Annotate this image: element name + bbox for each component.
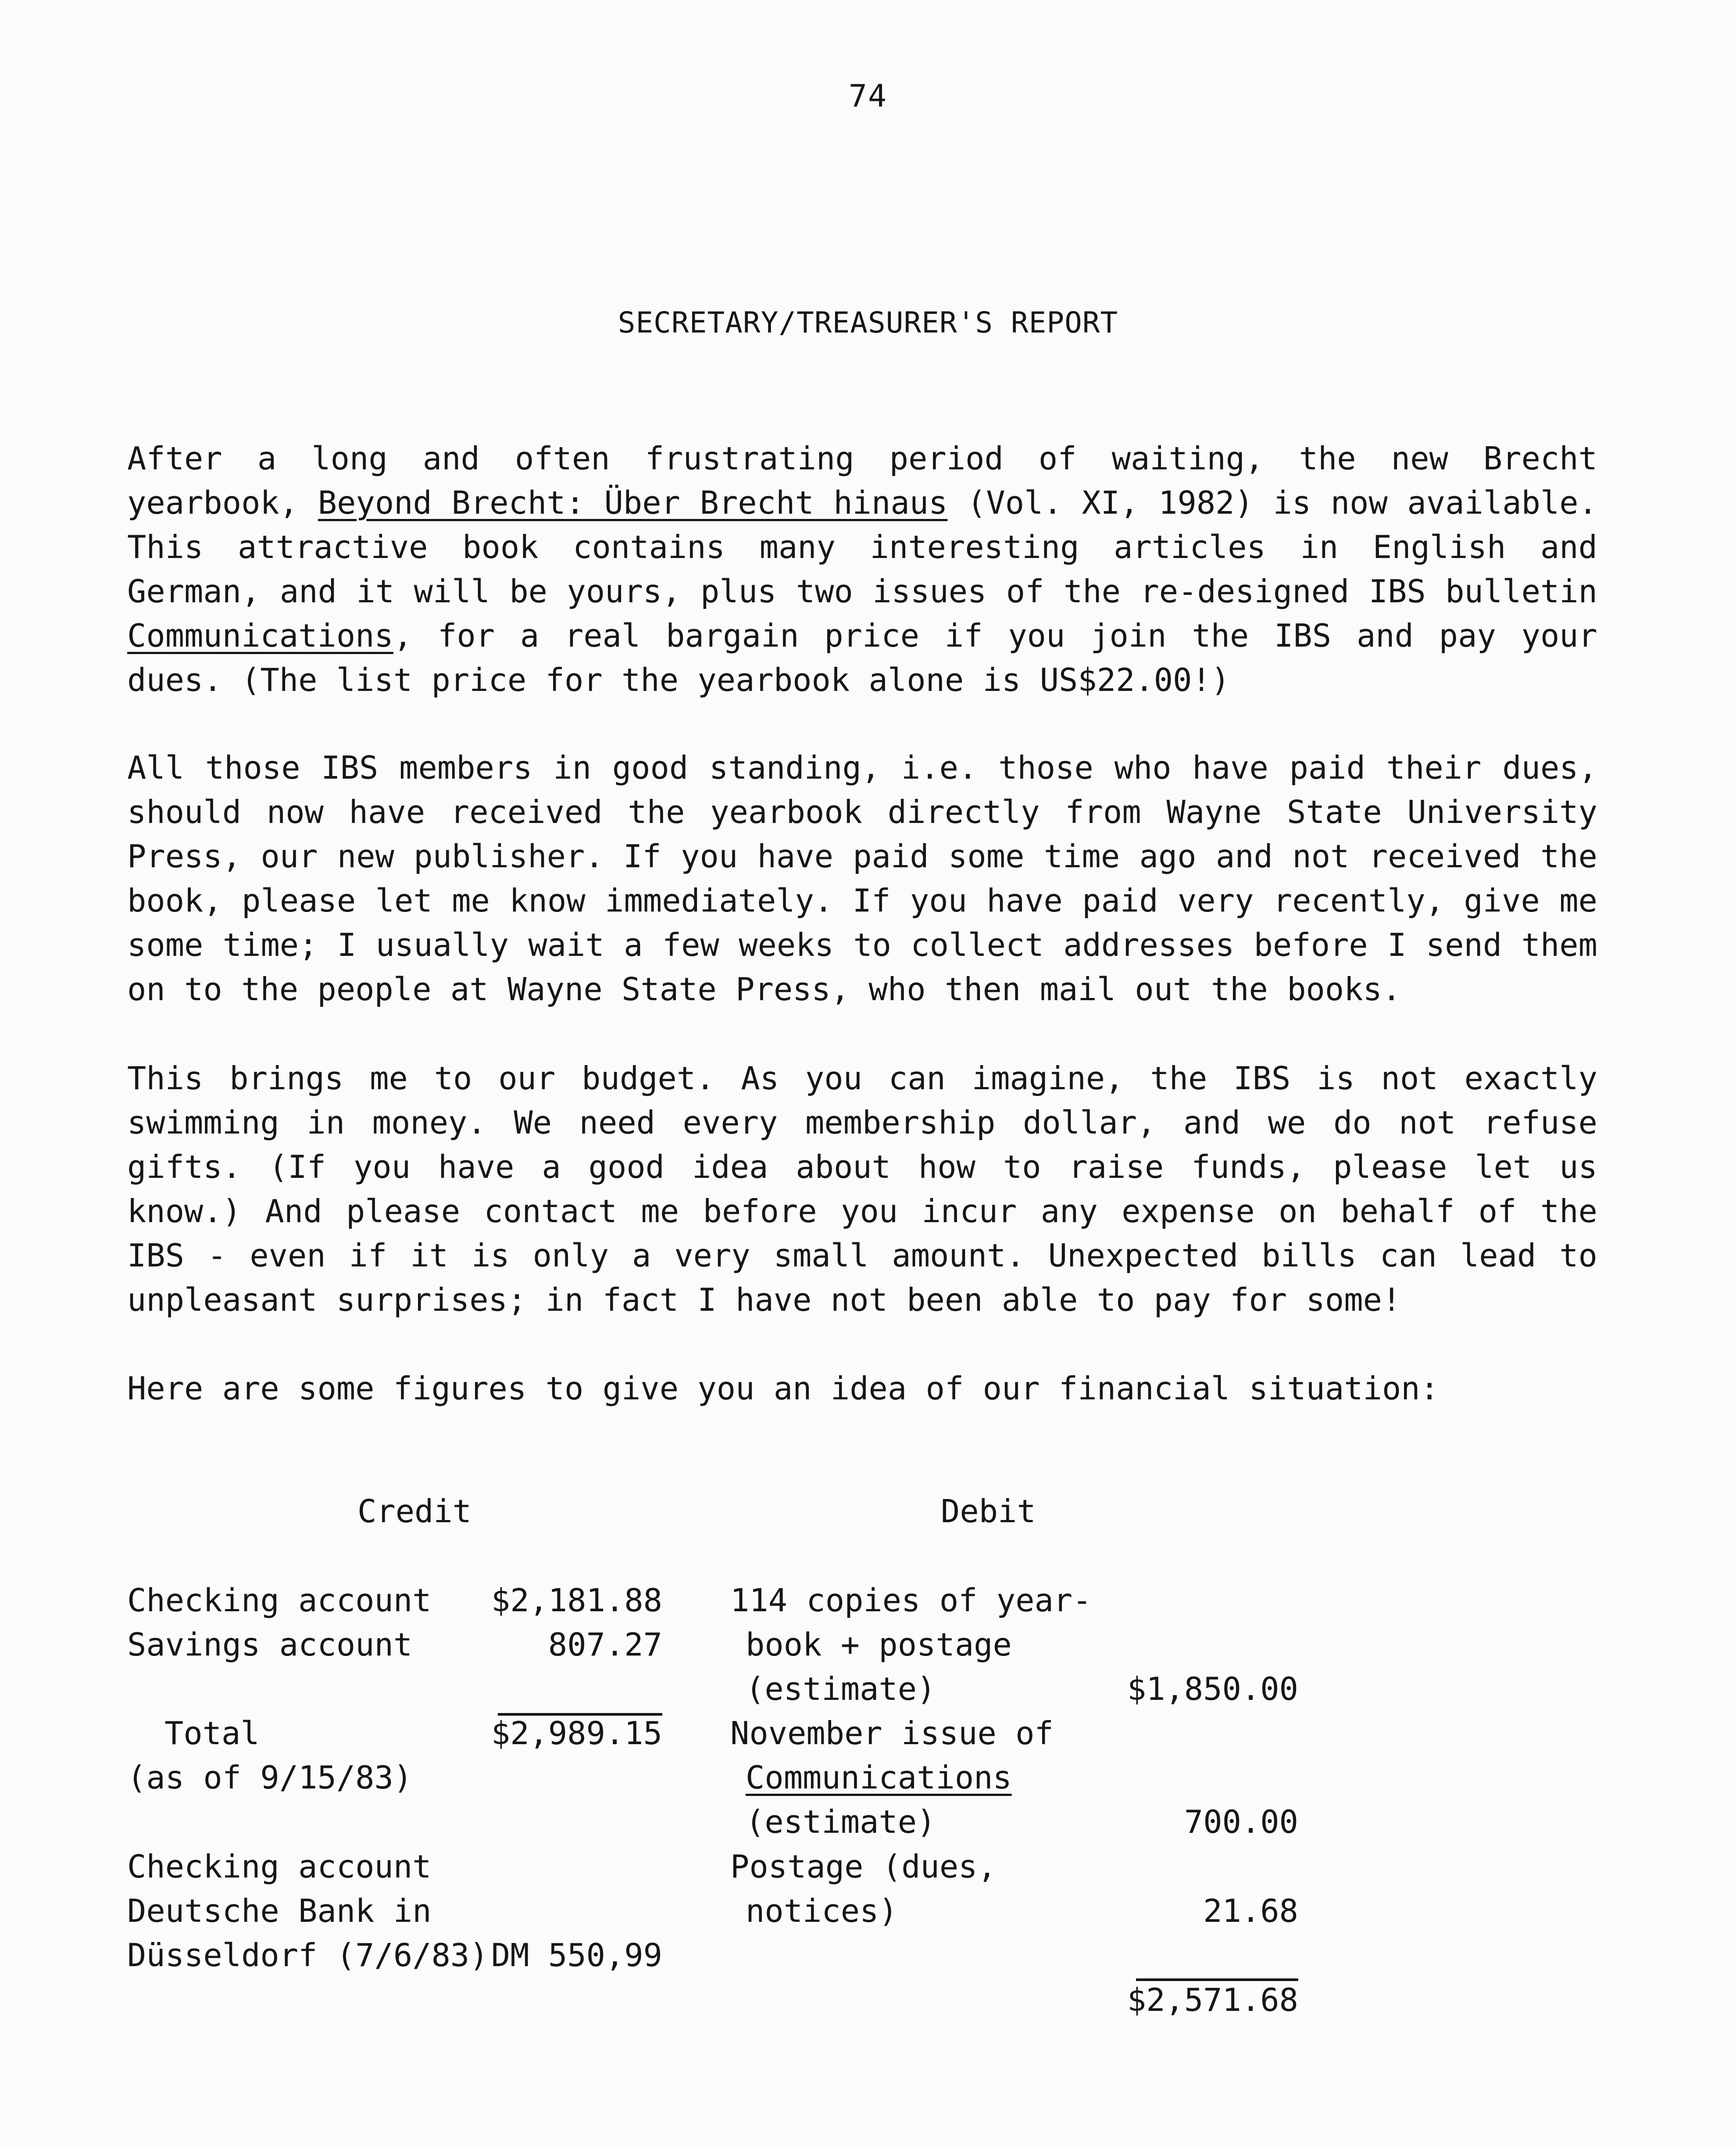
paragraph-yearbook (127, 436, 1597, 702)
bulletin-title: Communications (127, 617, 393, 654)
debit-postage-line: notices) (746, 1892, 898, 1929)
credit-header: Credit (357, 1493, 472, 1530)
credit-checking-amount: $2,181.88 (491, 1582, 662, 1619)
bulletin-title: Communications (746, 1759, 1012, 1796)
credit-german-line: Düsseldorf (7/6/83) (127, 1937, 489, 1974)
paragraph-text: All those IBS members in good standing, i.e. those who have paid their dues, should now have received the yearbook directly from Wayne State University Press, our new publisher. If you have paid some time ago and not received the book, please let me know immediately. If you have paid very recently, give me some time; I usually wait a few weeks to collect addresses before I send them on to the people at Wayne State Press, who then mail out the books. (127, 749, 1597, 1008)
credit-savings-amount: 807.27 (548, 1626, 662, 1663)
debit-yearbook-line: 114 copies of year- (730, 1582, 1092, 1619)
debit-postage-line: Postage (dues, (730, 1848, 997, 1885)
debit-yearbook-line: (estimate) (746, 1670, 936, 1707)
credit-german-amount: DM 550,99 (491, 1937, 662, 1974)
paragraph-text: (Vol. XI, 1982) is now available. This attractive book contains many interesting articles in English and German, and it will be yours, plus two issues of the re-designed IBS bulletin (127, 484, 1597, 610)
credit-total-label: Total (164, 1715, 260, 1752)
debit-total-amount: $2,571.68 (1127, 1981, 1298, 2018)
debit-comm-amount: 700.00 (1184, 1803, 1298, 1840)
paragraph-text: This brings me to our budget. As you can imagine, the IBS is not exactly swimming in money. We need every membership dollar, and we do not refuse gifts. (If you have a good idea about how to raise funds, please let us know.) And please contact me before you incur any expense on behalf of the IBS - even if it is only a very small amount. Unexpected bills can lead to unpleasant surprises; in fact I have not been able to pay for some! (127, 1060, 1597, 1318)
debit-comm-line: (estimate) (746, 1803, 936, 1840)
credit-checking-label: Checking account (127, 1582, 432, 1619)
debit-comm-line (746, 1756, 1012, 1800)
paragraph-figures-intro (127, 1366, 1597, 1411)
paragraph-members (127, 746, 1597, 1012)
debit-yearbook-line: book + postage (746, 1626, 1012, 1663)
book-title: Beyond Brecht: Über Brecht hinaus (318, 484, 948, 521)
credit-german-line: Deutsche Bank in (127, 1892, 432, 1929)
page-number: 74 (848, 78, 888, 114)
debit-postage-amount: 21.68 (1203, 1892, 1298, 1929)
credit-total-amount: $2,989.15 (491, 1715, 662, 1752)
paragraph-budget (127, 1056, 1597, 1322)
debit-header: Debit (941, 1493, 1036, 1530)
paragraph-text: Here are some figures to give you an idea of our financial situation: (127, 1370, 1439, 1407)
credit-german-line: Checking account (127, 1848, 432, 1885)
credit-total-date: (as of 9/15/83) (127, 1759, 413, 1796)
paragraph-text: After a long and often frustrating period of waiting, the new Brecht yearbook, (127, 440, 1597, 521)
debit-comm-line: November issue of (730, 1715, 1054, 1752)
paragraph-text: , for a real bargain price if you join the IBS and pay your dues. (The list price for the yearbook alone is US$22.00!) (127, 617, 1597, 698)
report-title: SECRETARY/TREASURER'S REPORT (618, 306, 1118, 340)
debit-yearbook-amount: $1,850.00 (1127, 1670, 1298, 1707)
credit-savings-label: Savings account (127, 1626, 413, 1663)
